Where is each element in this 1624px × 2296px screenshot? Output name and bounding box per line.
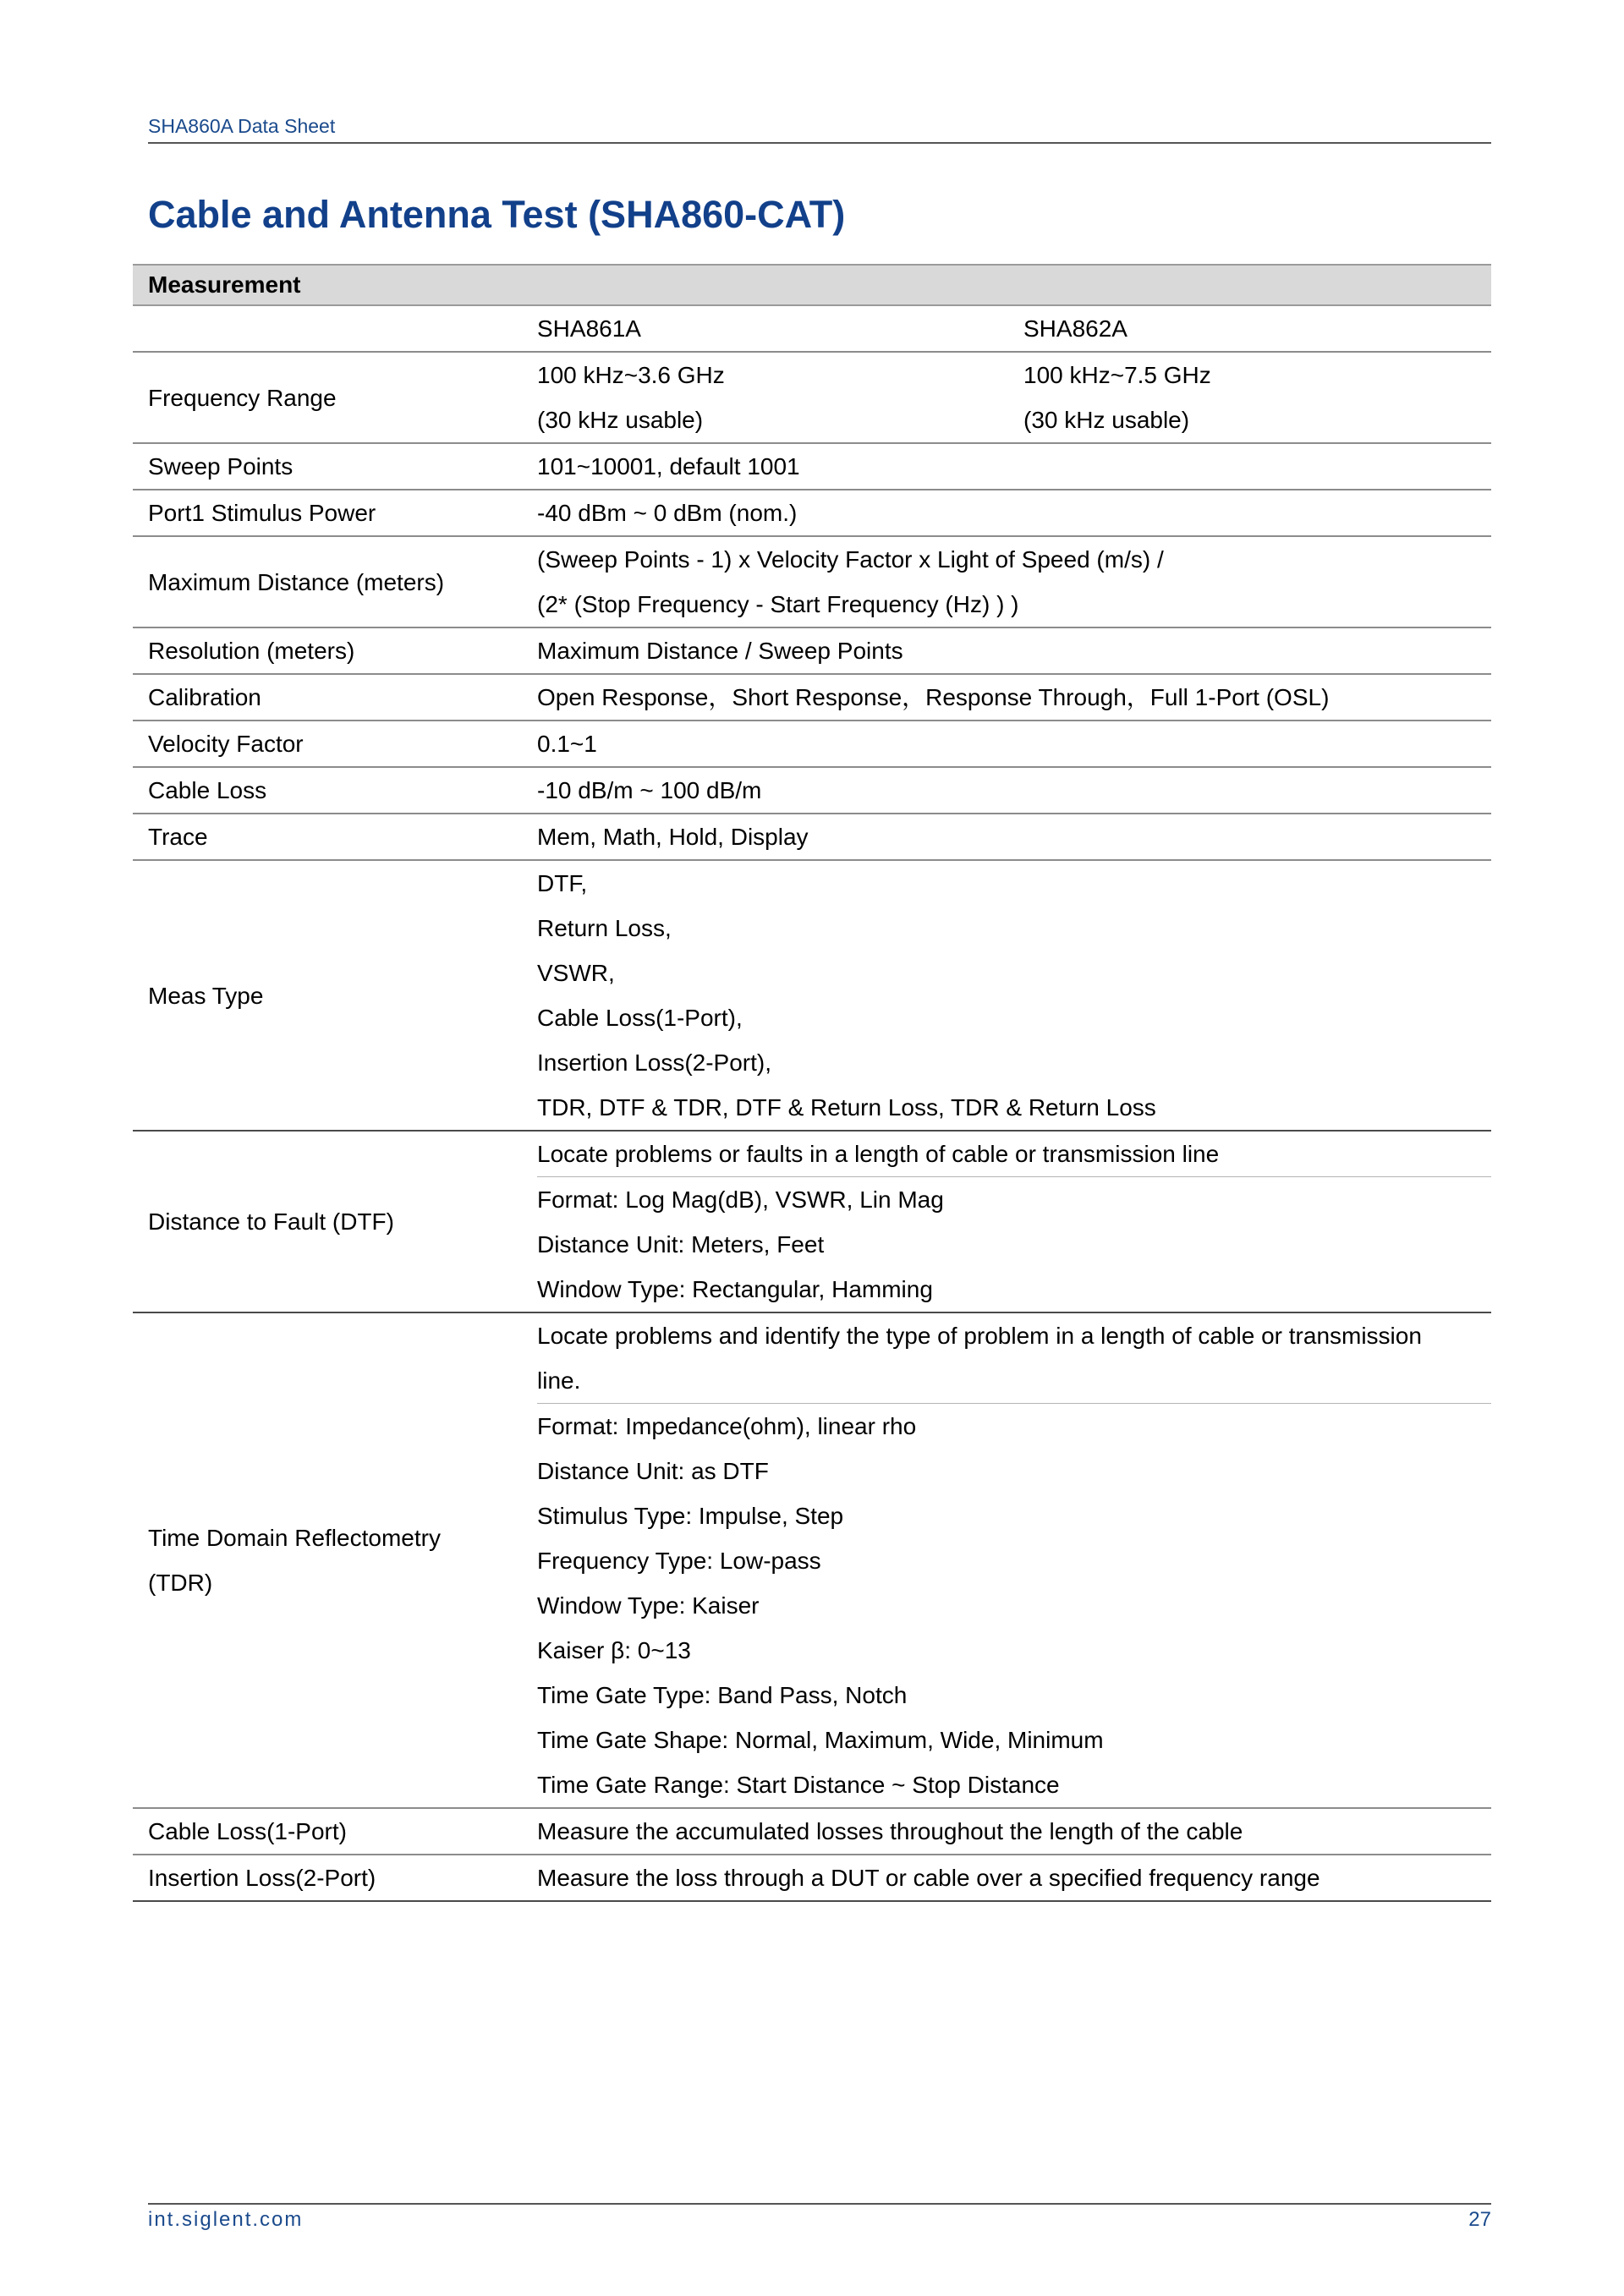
row-value: Measure the accumulated losses throughout the length of the cable [537,1818,1243,1844]
model-b: SHA862A [1023,315,1127,342]
table-row-velocity-factor [133,721,1491,768]
row-label: Velocity Factor [148,731,304,757]
table-row-resolution [133,628,1491,675]
model-a: SHA861A [537,315,641,342]
table-row-frequency-range [133,353,1491,444]
row-value: Locate problems or faults in a length of cable or transmission line Format: Log Mag(dB), VSWR, Lin Mag Distance Unit: Meters, Feet Window Type: Rectangular, Hamming [537,1132,1491,1312]
row-value: Mem, Math, Hold, Display [537,824,809,850]
table-row-cable-loss-1port [133,1809,1491,1855]
row-value: 0.1~1 [537,731,597,757]
row-label: Maximum Distance (meters) [148,568,445,595]
row-value: -10 dB/m ~ 100 dB/m [537,777,762,803]
row-value: -40 dBm ~ 0 dBm (nom.) [537,500,798,526]
spec-table [133,264,1491,1902]
table-row-calibration [133,675,1491,721]
row-label: Cable Loss [148,777,267,803]
row-value: 101~10001, default 1001 [537,453,800,479]
page-title: Cable and Antenna Test (SHA860-CAT) [148,193,846,236]
row-label: Calibration [148,684,261,710]
row-value: Locate problems and identify the type of problem in a length of cable or transmission line. Format: Impedance(ohm), linear rho Distance Unit: as DTF Stimulus Type: Impulse, Step Frequency Type: Low-pass Window Type: Kaiser Kaiser β: 0~13 Time Gate Type: Band Pass, Notch Time Gate Shape: Normal, Maximum, Wide, Minimum Time Gate Range: Start Distance ~ Stop Distance [537,1313,1491,1807]
row-label: Cable Loss(1-Port) [148,1818,347,1844]
row-value: (Sweep Points - 1) x Velocity Factor x Light of Speed (m/s) / (2* (Stop Frequency - Start Frequency (Hz) ) ) [537,546,1164,617]
row-label: Distance to Fault (DTF) [148,1208,394,1235]
row-label: Time Domain Reflectometry (TDR) [148,1525,441,1596]
table-header: Measurement [133,264,1491,306]
footer-divider [148,2203,1491,2205]
table-row-trace [133,814,1491,861]
row-label: Resolution (meters) [148,638,355,664]
table-row-insertion-loss-2port [133,1855,1491,1902]
table-row-models [133,306,1491,353]
table-row-tdr [133,1313,1491,1809]
row-label: Port1 Stimulus Power [148,500,376,526]
table-row-meas-type [133,861,1491,1132]
table-row-max-distance [133,537,1491,628]
page-number: 27 [1468,2208,1491,2231]
document-header: SHA860A Data Sheet [148,115,336,137]
row-label: Insertion Loss(2-Port) [148,1865,376,1891]
table-row-cable-loss [133,768,1491,814]
header-divider [148,142,1491,144]
table-row-dtf [133,1132,1491,1313]
table-row-port1-power [133,490,1491,537]
row-value: Measure the loss through a DUT or cable over a specified frequency range [537,1865,1320,1891]
row-label [133,306,537,351]
frequency-range-b: 100 kHz~7.5 GHz (30 kHz usable) [1023,362,1211,433]
row-label: Sweep Points [148,453,294,479]
row-label: Meas Type [148,982,264,1009]
row-label: Frequency Range [148,384,337,411]
footer-site: int.siglent.com [148,2208,304,2231]
frequency-range-a: 100 kHz~3.6 GHz (30 kHz usable) [537,362,725,433]
row-value: DTF, Return Loss, VSWR, Cable Loss(1-Port), Insertion Loss(2-Port), TDR, DTF & TDR, DTF & Return Loss, TDR & Return Loss [537,870,1156,1121]
table-row-sweep-points [133,444,1491,490]
row-value: Maximum Distance / Sweep Points [537,638,903,664]
row-label: Trace [148,824,208,850]
row-value: Open Response，Short Response，Response Through，Full 1-Port (OSL) [537,684,1330,710]
